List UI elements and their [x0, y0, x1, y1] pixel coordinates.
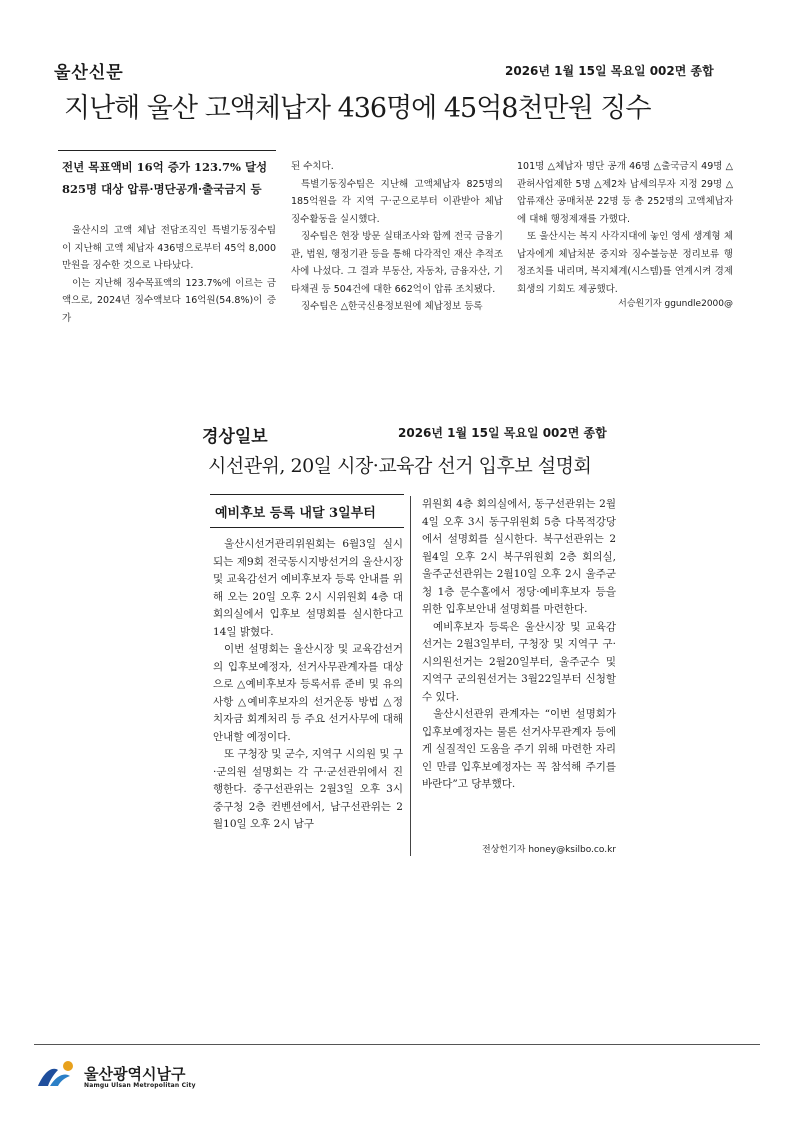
- headline: 지난해 울산 고액체납자 436명에 45억8천만원 징수: [64, 93, 651, 124]
- subheadline: 예비후보 등록 내달 3일부터: [215, 506, 376, 521]
- subheadline-line-1: 전년 목표액비 16억 증가 123.7% 달성: [62, 160, 268, 174]
- paragraph: 101명 △체납자 명단 공개 46명 △출국금지 49명 △관허사업제한 5명 △제2차 납세의무자 지정 29명 △압류재산 공매처분 22명 등 총 252명의 고액체납자에 대해 행정제재를 가했다.: [517, 161, 733, 225]
- article-column-1: [62, 222, 276, 327]
- paragraph: 된 수치다.: [291, 161, 334, 172]
- paragraph: 징수팀은 현장 방문 실태조사와 함께 전국 금융기관, 법원, 행정기관 등을 통해 다각적인 재산 추적조사에 나섰다. 그 결과 부동산, 자동차, 금융자산, 기타채권 등 504건에 대한 662억이 압류 조치됐다.: [291, 231, 503, 295]
- article-column-2: [422, 496, 616, 794]
- newspaper-name-kyongsang: 경상일보: [202, 427, 268, 447]
- subheadline-line-2: 825명 대상 압류·명단공개·출국금지 등: [62, 182, 262, 196]
- paragraph: 위원회 4층 회의실에서, 동구선관위는 2월4일 오후 3시 동구위원회 5층 다목적강당에서 설명회를 실시한다. 북구선관위는 2월4일 오후 2시 북구위원회 2층 회의실, 울주군선관위는 2월10일 오후 2시 울주군청 1층 문수홀에서 정당·예비후보자 등을 위한 입후보안내 설명회를 마련한다.: [422, 498, 616, 615]
- byline: 서승원기자 ggundle2000@: [618, 299, 733, 309]
- divider: [58, 150, 276, 151]
- byline: 전상헌기자 honey@ksilbo.co.kr: [481, 845, 616, 855]
- footer-divider: [34, 1044, 760, 1045]
- headline: 시선관위, 20일 시장·교육감 선거 입후보 설명회: [208, 455, 592, 477]
- logo-text-english: Namgu Ulsan Metropolitan City: [84, 1082, 196, 1089]
- paragraph: 울산시선관위 관계자는 “이번 설명회가 입후보예정자는 물론 선거사무관계자 등에게 실질적인 도움을 주기 위해 마련한 자리인 만큼 입후보예정자는 꼭 참석해 주기를 바란다”고 당부했다.: [422, 708, 616, 790]
- paragraph: 울산시선거관리위원회는 6월3일 실시되는 제9회 전국동시지방선거의 울산시장 및 교육감선거 예비후보자 등록 안내를 위해 오는 20일 오후 2시 시위원회 4층 대회의실에서 입후보 설명회를 실시한다고 14일 밝혔다.: [213, 538, 403, 638]
- paragraph: 특별기동징수팀은 지난해 고액체납자 825명의 185억원을 각 지역 구·군으로부터 이관받아 체납 징수활동을 실시했다.: [291, 178, 503, 225]
- subheadline: [62, 156, 282, 200]
- paragraph: 이는 지난해 징수목표액의 123.7%에 이르는 금액으로, 2024년 징수액보다 16억원(54.8%)이 증가: [62, 277, 276, 324]
- article-column-3: [517, 158, 733, 298]
- article-date: 2026년 1월 15일 목요일 002면 종합: [505, 64, 714, 78]
- paragraph: 또 구청장 및 군수, 지역구 시의원 및 구·군의원 설명회는 각 구·군선관위에서 진행한다. 중구선관위는 2월3일 오후 3시 중구청 2층 컨벤션에서, 남구선관위는 2월10일 오후 2시 남구: [213, 748, 403, 830]
- article-column-1: [213, 536, 403, 834]
- paragraph: 징수팀은 △한국신용정보원에 체납정보 등록: [301, 301, 483, 312]
- article-column-2: [291, 158, 503, 316]
- paragraph: 또 울산시는 복지 사각지대에 놓인 영세 생계형 체납자에게 체납처분 중지와 징수불능분 정리보류 행정조치를 내리며, 복지체계(시스템)를 연계시켜 경제 회생의 기회도 제공했다.: [517, 231, 733, 295]
- logo-text: 울산광역시남구: [84, 1065, 186, 1083]
- divider: [210, 527, 404, 528]
- paragraph: 이번 설명회는 울산시장 및 교육감선거의 입후보예정자, 선거사무관계자를 대상으로 △예비후보자 등록서류 준비 및 유의 사항 △예비후보자의 선거운동 방법 △정치자금 회계처리 등 주요 선거사무에 대해 안내할 예정이다.: [213, 643, 403, 743]
- namgu-logo-icon: [36, 1058, 80, 1090]
- column-divider: [410, 496, 411, 856]
- newspaper-name-ulsan: 울산신문: [54, 63, 124, 83]
- paragraph: 울산시의 고액 체납 전담조직인 특별기동징수팀이 지난해 고액 체납자 436명으로부터 45억 8,000만원을 징수한 것으로 나타났다.: [62, 225, 276, 271]
- paragraph: 예비후보자 등록은 울산시장 및 교육감선거는 2월3일부터, 구청장 및 지역구 구·시의원선거는 2월20일부터, 울주군수 및 지역구 군의원선거는 3월22일부터 신청할 수 있다.: [422, 620, 616, 703]
- divider: [210, 494, 404, 495]
- article-date: 2026년 1월 15일 목요일 002면 종합: [398, 426, 607, 440]
